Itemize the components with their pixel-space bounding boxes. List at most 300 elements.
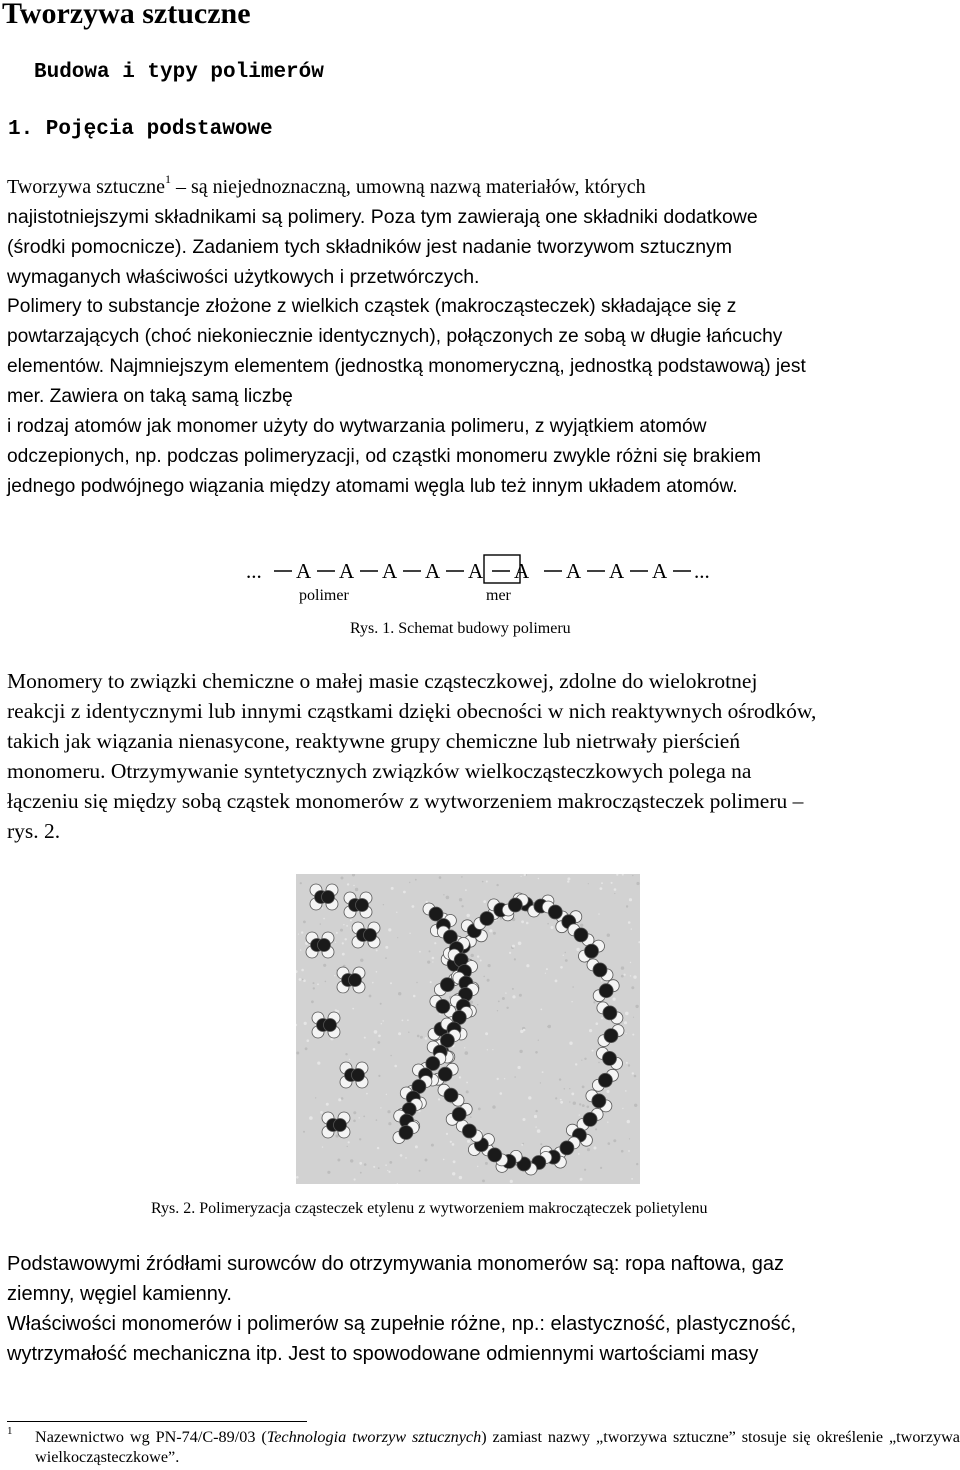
texture-speck xyxy=(452,1143,455,1146)
footnote-ref: 1 xyxy=(164,172,171,187)
texture-speck xyxy=(519,1050,522,1053)
texture-speck xyxy=(512,988,514,990)
carbon-atom xyxy=(603,1006,617,1020)
carbon-atom xyxy=(452,1107,466,1121)
footnote-separator xyxy=(7,1421,307,1422)
texture-speck xyxy=(588,883,589,884)
texture-speck xyxy=(600,1167,602,1169)
figure1-caption: Rys. 1. Schemat budowy polimeru xyxy=(350,620,571,637)
texture-speck xyxy=(348,1141,350,1143)
texture-speck xyxy=(634,1104,637,1107)
carbon-atom xyxy=(480,912,494,926)
carbon-atom xyxy=(462,1124,476,1138)
scheme-unit: A xyxy=(382,559,398,583)
texture-speck xyxy=(304,1022,307,1025)
texture-speck xyxy=(364,1037,366,1039)
texture-speck xyxy=(408,1032,409,1033)
texture-speck xyxy=(526,964,529,967)
text-line: reakcji z identycznymi lub innymi cząstkami dzięki obecności w nich reaktywnych ośrodków, xyxy=(7,699,817,723)
carbon-atom xyxy=(574,928,588,942)
texture-speck xyxy=(540,1009,542,1011)
texture-speck xyxy=(514,1076,516,1078)
texture-speck xyxy=(587,1148,590,1151)
texture-speck xyxy=(576,948,579,951)
texture-speck xyxy=(488,964,491,967)
texture-speck xyxy=(500,917,503,920)
texture-speck xyxy=(521,1144,523,1146)
texture-speck xyxy=(482,1180,485,1183)
texture-speck xyxy=(301,931,303,933)
text-line: Podstawowymi źródłami surowców do otrzymywania monomerów są: ropa naftowa, gaz xyxy=(7,1253,784,1275)
carbon-atom xyxy=(318,939,331,952)
texture-speck xyxy=(589,1029,592,1032)
texture-speck xyxy=(369,995,372,998)
texture-speck xyxy=(565,952,566,953)
texture-speck xyxy=(477,955,479,957)
texture-speck xyxy=(378,1035,381,1038)
scheme-unit: A xyxy=(609,559,625,583)
texture-speck xyxy=(607,1090,610,1093)
texture-speck xyxy=(353,1120,356,1123)
text-line: wymaganych właściwości użytkowych i przetwórczych. xyxy=(7,266,480,288)
section-heading: 1. Pojęcia podstawowe xyxy=(8,118,273,141)
texture-speck xyxy=(487,979,490,982)
texture-speck xyxy=(409,882,410,883)
carbon-atom xyxy=(508,898,522,912)
texture-speck xyxy=(432,961,433,962)
texture-speck xyxy=(611,882,613,884)
texture-speck xyxy=(386,1094,387,1095)
texture-speck xyxy=(296,1052,299,1055)
texture-speck xyxy=(354,1178,356,1180)
texture-speck xyxy=(548,1025,551,1028)
texture-speck xyxy=(355,888,358,891)
texture-speck xyxy=(352,1008,354,1010)
texture-speck xyxy=(506,1007,508,1009)
texture-speck xyxy=(571,1001,572,1002)
texture-speck xyxy=(305,1047,308,1050)
texture-speck xyxy=(465,1051,469,1055)
polyethylene-molecular-model-image xyxy=(296,874,640,1184)
texture-speck xyxy=(453,1160,456,1163)
texture-speck xyxy=(334,975,335,976)
text-line: monomeru. Otrzymywanie syntetycznych związków wielkocząsteczkowych polega na xyxy=(7,759,752,783)
scheme-unit: A xyxy=(514,559,530,583)
texture-speck xyxy=(629,1138,630,1139)
texture-speck xyxy=(614,888,617,891)
texture-speck xyxy=(385,1164,387,1166)
texture-speck xyxy=(542,1071,544,1073)
carbon-atom xyxy=(399,1126,413,1140)
texture-speck xyxy=(364,1163,367,1166)
text-line: i rodzaj atomów jak monomer użyty do wytwarzania polimeru, z wyjątkiem atomów xyxy=(7,416,707,437)
texture-speck xyxy=(431,1144,434,1147)
texture-speck xyxy=(480,960,482,962)
texture-speck xyxy=(477,1004,478,1005)
texture-speck xyxy=(388,928,391,931)
scheme-dots-end: ... xyxy=(694,559,710,583)
texture-speck xyxy=(443,1159,445,1161)
texture-speck xyxy=(489,929,492,932)
texture-speck xyxy=(359,1117,360,1118)
texture-speck xyxy=(621,975,624,978)
texture-speck xyxy=(337,1159,340,1162)
texture-speck xyxy=(537,1129,541,1133)
texture-speck xyxy=(313,987,315,989)
texture-speck xyxy=(387,1110,390,1113)
texture-speck xyxy=(584,1058,586,1060)
texture-speck xyxy=(510,1180,513,1183)
texture-speck xyxy=(545,973,546,974)
texture-speck xyxy=(390,1055,392,1057)
texture-speck xyxy=(376,949,378,951)
texture-speck xyxy=(580,924,583,927)
texture-speck xyxy=(601,1017,603,1019)
texture-speck xyxy=(376,971,378,973)
texture-speck xyxy=(378,1167,380,1169)
texture-speck xyxy=(360,1172,362,1174)
texture-speck xyxy=(373,1166,375,1168)
text-line: łączeniu się między sobą cząstek monomerów z wytworzeniem makrocząsteczek polimeru – xyxy=(7,789,804,813)
texture-speck xyxy=(419,951,421,953)
footnote-text-part: ) zamiast nazwy „tworzywa sztuczne” stosuje się określenie „tworzywa wielkocząsteczkowe”. xyxy=(35,1428,960,1466)
texture-speck xyxy=(526,922,529,925)
texture-speck xyxy=(535,1110,537,1112)
texture-speck xyxy=(563,955,564,956)
carbon-atom xyxy=(592,1094,606,1108)
carbon-atom xyxy=(438,1067,452,1081)
texture-speck xyxy=(388,1122,391,1125)
texture-speck xyxy=(387,1170,388,1171)
texture-speck xyxy=(394,1065,397,1068)
paragraph-definition xyxy=(7,172,960,292)
texture-speck xyxy=(518,1066,521,1069)
carbon-atom xyxy=(548,905,562,919)
text-line: jednego podwójnego wiązania między atomami węgla lub też innym układem atomów. xyxy=(7,476,738,497)
texture-speck xyxy=(478,1108,481,1111)
texture-speck xyxy=(397,937,398,938)
texture-speck xyxy=(327,1171,330,1174)
text-line: wytrzymałość mechaniczna itp. Jest to spowodowane odmiennymi wartościami masy xyxy=(7,1343,759,1365)
texture-speck xyxy=(317,1062,320,1065)
texture-speck xyxy=(377,1147,379,1149)
texture-speck xyxy=(450,1141,452,1143)
texture-speck xyxy=(374,1030,378,1034)
text-line: powtarzających (choć niekoniecznie identycznych), połączonych ze sobą w długie łańcuchy xyxy=(7,326,783,347)
texture-speck xyxy=(349,1059,350,1060)
texture-speck xyxy=(419,1170,421,1172)
texture-speck xyxy=(636,1163,638,1165)
texture-speck xyxy=(547,923,549,925)
texture-speck xyxy=(477,1166,478,1167)
texture-speck xyxy=(413,995,416,998)
text-line: mer. Zawiera on taką samą liczbę xyxy=(7,386,293,407)
texture-speck xyxy=(383,1020,384,1021)
texture-speck xyxy=(300,949,301,950)
texture-speck xyxy=(301,969,304,972)
texture-speck xyxy=(378,1075,380,1077)
paragraph-sources xyxy=(7,1249,960,1369)
texture-speck xyxy=(519,994,522,997)
texture-speck xyxy=(343,924,344,925)
footnote-italic: Technologia tworzyw sztucznych xyxy=(266,1428,482,1446)
carbon-atom xyxy=(444,1088,458,1102)
texture-speck xyxy=(613,1139,616,1142)
footnote-text xyxy=(35,1427,960,1467)
texture-speck xyxy=(630,962,631,963)
texture-speck xyxy=(567,877,570,880)
texture-speck xyxy=(467,1140,470,1143)
paragraph-polymers xyxy=(7,292,960,502)
texture-speck xyxy=(631,986,634,989)
texture-speck xyxy=(385,946,388,949)
texture-speck xyxy=(321,907,323,909)
texture-speck xyxy=(412,905,415,908)
text-line: podczas polimeryzacji, od cząstki monomeru zwykle różni się brakiem xyxy=(167,446,761,467)
texture-speck xyxy=(346,925,348,927)
texture-speck xyxy=(336,1134,339,1137)
texture-speck xyxy=(560,1101,563,1104)
texture-speck xyxy=(482,881,484,883)
texture-speck xyxy=(505,992,506,993)
figure2-caption: Rys. 2. Polimeryzacja cząsteczek etylenu z wytworzeniem makrocząteczek polietylenu xyxy=(151,1200,708,1217)
texture-speck xyxy=(335,942,336,943)
text-line: ziemny, węgiel kamienny. xyxy=(7,1283,232,1305)
text-line: Zadaniem tych składników jest nadanie tworzywom sztucznym xyxy=(192,236,733,258)
footnote-text-part: Nazewnictwo wg PN-74/C-89/03 ( xyxy=(35,1428,267,1446)
texture-speck xyxy=(555,1097,557,1099)
texture-speck xyxy=(496,884,498,886)
texture-speck xyxy=(350,919,352,921)
texture-speck xyxy=(569,1101,570,1102)
texture-speck xyxy=(521,920,524,923)
texture-speck xyxy=(353,885,354,886)
texture-speck xyxy=(483,900,486,903)
texture-speck xyxy=(613,998,616,1001)
texture-speck xyxy=(429,950,431,952)
text-line: (środki pomocnicze). xyxy=(7,236,193,258)
texture-speck xyxy=(500,1092,503,1095)
texture-speck xyxy=(461,876,463,878)
texture-speck xyxy=(341,1097,344,1100)
texture-speck xyxy=(388,1171,390,1173)
texture-speck xyxy=(415,1145,418,1148)
texture-speck xyxy=(360,959,363,962)
texture-speck xyxy=(432,957,435,960)
texture-speck xyxy=(372,982,374,984)
carbon-atom xyxy=(593,963,607,977)
texture-speck xyxy=(587,1106,590,1109)
texture-speck xyxy=(446,896,450,900)
texture-speck xyxy=(459,1076,461,1078)
texture-speck xyxy=(502,997,505,1000)
texture-speck xyxy=(493,932,496,935)
carbon-atom xyxy=(324,1019,337,1032)
texture-speck xyxy=(471,954,474,957)
texture-speck xyxy=(398,1032,401,1035)
texture-speck xyxy=(425,1037,428,1040)
texture-speck xyxy=(377,1041,380,1044)
texture-speck xyxy=(381,1023,382,1024)
texture-speck xyxy=(452,1172,455,1175)
texture-speck xyxy=(621,966,624,969)
texture-speck xyxy=(396,912,397,913)
texture-speck xyxy=(359,1138,361,1140)
texture-speck xyxy=(571,1093,574,1096)
texture-speck xyxy=(340,929,343,932)
text-line: rys. 2. xyxy=(7,819,61,843)
scheme-unit: A xyxy=(425,559,441,583)
texture-speck xyxy=(512,995,515,998)
texture-speck xyxy=(390,982,392,984)
texture-speck xyxy=(466,1090,469,1093)
texture-speck xyxy=(628,921,631,924)
texture-speck xyxy=(345,1053,347,1055)
texture-speck xyxy=(320,1111,323,1114)
texture-speck xyxy=(509,952,511,954)
scheme-unit: A xyxy=(296,559,312,583)
texture-speck xyxy=(465,889,467,891)
texture-speck xyxy=(535,1051,538,1054)
carbon-atom xyxy=(598,1073,612,1087)
texture-speck xyxy=(540,1082,541,1083)
texture-speck xyxy=(439,876,442,879)
texture-speck xyxy=(470,1001,473,1004)
texture-speck xyxy=(632,1072,634,1074)
scheme-unit: A xyxy=(468,559,484,583)
texture-speck xyxy=(635,1005,638,1008)
texture-speck xyxy=(298,934,299,935)
texture-speck xyxy=(402,1020,404,1022)
texture-speck xyxy=(497,1078,499,1080)
texture-speck xyxy=(322,1146,323,1147)
texture-speck xyxy=(622,1108,623,1109)
texture-speck xyxy=(572,986,574,988)
page-title: Tworzywa sztuczne xyxy=(2,0,251,30)
texture-speck xyxy=(487,1049,488,1050)
texture-speck xyxy=(538,1040,539,1041)
carbon-atom xyxy=(364,929,377,942)
texture-speck xyxy=(551,926,554,929)
texture-speck xyxy=(579,1103,581,1105)
texture-speck xyxy=(504,1078,505,1079)
mer-label: mer xyxy=(486,587,511,604)
carbon-atom xyxy=(349,974,362,987)
texture-speck xyxy=(579,1114,580,1115)
texture-speck xyxy=(385,957,387,959)
texture-speck xyxy=(341,877,344,880)
texture-speck xyxy=(584,1169,586,1171)
texture-speck xyxy=(627,1120,630,1123)
carbon-atom xyxy=(583,1112,597,1126)
texture-speck xyxy=(299,978,302,981)
texture-speck xyxy=(323,964,326,967)
texture-speck xyxy=(625,1090,627,1092)
texture-speck xyxy=(630,975,631,976)
texture-speck xyxy=(625,1012,629,1016)
texture-speck xyxy=(296,1176,299,1179)
carbon-atom xyxy=(599,984,613,998)
texture-speck xyxy=(598,913,599,914)
subtitle: Budowa i typy polimerów xyxy=(34,61,324,84)
texture-speck xyxy=(470,1116,472,1118)
texture-speck xyxy=(300,882,302,884)
text-line: Właściwości monomerów i polimerów są zupełnie różne, np.: elastyczność, plastyczność, xyxy=(7,1313,797,1335)
texture-speck xyxy=(389,1161,392,1164)
footnote xyxy=(7,1427,960,1467)
texture-speck xyxy=(307,1039,310,1042)
texture-speck xyxy=(466,1082,468,1084)
texture-speck xyxy=(514,958,516,960)
carbon-atom xyxy=(585,944,599,958)
texture-speck xyxy=(575,1063,577,1065)
texture-speck xyxy=(342,942,344,944)
texture-speck xyxy=(303,1131,305,1133)
texture-speck xyxy=(636,882,639,885)
texture-speck xyxy=(315,1097,316,1098)
texture-speck xyxy=(434,942,436,944)
texture-speck xyxy=(573,1102,576,1105)
texture-speck xyxy=(607,934,610,937)
texture-speck xyxy=(459,1176,462,1179)
texture-speck xyxy=(629,898,632,901)
texture-speck xyxy=(580,1178,583,1181)
texture-speck xyxy=(631,1178,633,1180)
texture-speck xyxy=(628,1150,630,1152)
texture-speck xyxy=(464,1047,465,1048)
texture-speck xyxy=(461,905,463,907)
texture-speck xyxy=(634,1075,637,1078)
texture-speck xyxy=(555,980,558,983)
texture-speck xyxy=(350,1159,353,1162)
texture-speck xyxy=(569,1088,570,1089)
texture-speck xyxy=(607,1122,608,1123)
carbon-atom xyxy=(334,1119,347,1132)
texture-speck xyxy=(601,980,603,982)
texture-speck xyxy=(383,904,384,905)
texture-speck xyxy=(628,1064,630,1066)
carbon-atom xyxy=(436,999,450,1013)
text-line: elementów. Najmniejszym elementem (jednostką monomeryczną, jednostką podstawową) jest xyxy=(7,356,806,377)
paragraph-monomers xyxy=(7,666,960,846)
defined-term: Tworzywa sztuczne xyxy=(7,176,165,198)
texture-speck xyxy=(376,1119,378,1121)
carbon-atom xyxy=(356,899,369,912)
texture-speck xyxy=(560,1099,562,1101)
texture-speck xyxy=(492,1049,493,1050)
texture-speck xyxy=(633,975,636,978)
texture-speck xyxy=(626,1062,628,1064)
texture-speck xyxy=(582,1104,585,1107)
texture-speck xyxy=(593,1001,595,1003)
texture-speck xyxy=(415,879,417,881)
texture-speck xyxy=(528,1096,531,1099)
texture-speck xyxy=(485,1032,488,1035)
texture-speck xyxy=(578,1153,580,1155)
texture-speck xyxy=(624,1021,627,1024)
texture-speck xyxy=(317,983,319,985)
texture-speck xyxy=(600,887,603,890)
texture-speck xyxy=(363,1116,365,1118)
texture-speck xyxy=(345,938,347,940)
text-line: – są niejednoznaczną, umowną nazwą materiałów, których xyxy=(170,176,646,198)
texture-speck xyxy=(601,882,603,884)
texture-speck xyxy=(538,878,540,880)
texture-speck xyxy=(417,1035,420,1038)
texture-speck xyxy=(492,1105,495,1108)
texture-speck xyxy=(567,880,569,882)
texture-speck xyxy=(403,891,406,894)
